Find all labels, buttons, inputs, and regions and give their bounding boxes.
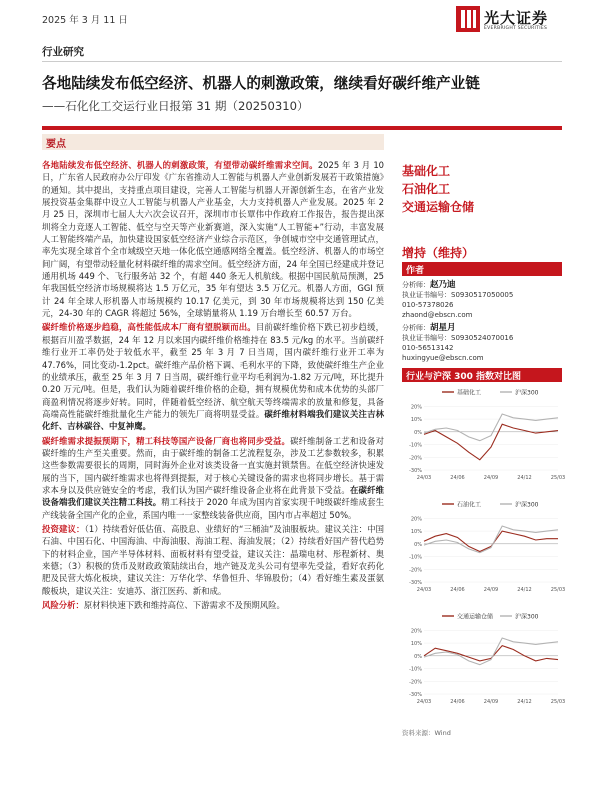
legend-label-0: 交通运输仓储 — [457, 613, 494, 621]
x-tick-label: 24/09 — [483, 699, 499, 705]
y-tick-label: -30% — [409, 468, 422, 474]
rating: 增持（维持） — [402, 246, 475, 260]
author-1-email: zhaond@ebscn.com — [402, 311, 473, 319]
y-tick-label: 10% — [410, 529, 422, 536]
paragraph-2-recommendation: 碳纤维材料端我们建议关注吉林化纤、吉林碳谷、中复神鹰。 — [42, 408, 385, 432]
y-tick-label: 0% — [414, 653, 422, 660]
y-tick-label: 20% — [410, 628, 422, 635]
paragraph-3-heading: 碳纤维需求提振预期下，精工科技等国产设备厂商也将同步受益。 — [42, 435, 291, 446]
paragraph-2-heading: 碳纤维价格逐步趋稳，高性能低成本厂商有望脱颖而出。 — [42, 322, 256, 333]
paragraph-3-recommendation: 在碳纤维设备端我们建议关注精工科技。 — [42, 484, 385, 508]
y-tick-label: 10% — [410, 417, 422, 424]
paragraph-2 — [42, 321, 384, 432]
chart-header — [402, 368, 562, 382]
legend-label-0: 石油化工 — [457, 501, 482, 509]
chart-title: 行业与沪深 300 指数对比图 — [406, 372, 522, 382]
y-tick-label: -20% — [409, 455, 422, 462]
chart-basic-chemicals — [402, 386, 566, 484]
x-tick-label: 24/03 — [416, 699, 432, 705]
risk-analysis-text: 原材料快速下跌和维持高位、下游需求不及预期风险。 — [83, 600, 285, 611]
industry-transportation: 交通运输仓储 — [402, 200, 475, 214]
x-tick-label: 24/06 — [450, 699, 465, 705]
brand-logo — [456, 6, 566, 36]
author-1-phone: 010-57378026 — [402, 301, 454, 309]
x-tick-label: 24/06 — [450, 475, 465, 481]
risk-analysis — [42, 599, 384, 611]
report-category: 行业研究 — [42, 46, 84, 58]
series-line-0 — [424, 424, 558, 460]
legend-label-0: 基础化工 — [457, 389, 482, 397]
paragraph-1 — [42, 159, 384, 319]
risk-analysis-heading: 风险分析： — [42, 600, 84, 611]
key-points-label: 要点 — [46, 139, 66, 150]
chart-source: 资料来源：Wind — [402, 729, 451, 737]
y-tick-label: -10% — [409, 666, 422, 673]
y-tick-label: 20% — [410, 404, 422, 411]
author-1-name: 赵乃迪 — [430, 280, 456, 290]
author-1 — [402, 280, 513, 320]
y-tick-label: -10% — [409, 554, 422, 561]
key-points-bar — [42, 134, 384, 150]
y-tick-label: 0% — [414, 429, 422, 436]
legend-label-1: 沪深300 — [515, 389, 539, 397]
x-tick-label: 24/12 — [517, 699, 532, 705]
x-tick-label: 24/12 — [517, 475, 532, 481]
series-line-0 — [424, 531, 558, 551]
x-tick-label: 24/03 — [416, 475, 432, 481]
x-tick-label: 24/09 — [483, 587, 499, 593]
author-2-role: 分析师： — [402, 324, 430, 332]
main-content — [42, 159, 384, 613]
y-tick-label: -20% — [409, 679, 422, 686]
series-line-1 — [424, 414, 558, 441]
x-tick-label: 25/03 — [550, 699, 566, 705]
author-2-name: 胡星月 — [430, 323, 456, 333]
report-title: 各地陆续发布低空经济、机器人的刺激政策，继续看好碳纤维产业链 — [42, 75, 480, 92]
header-divider — [42, 61, 562, 62]
x-tick-label: 24/03 — [416, 587, 432, 593]
report-subtitle: ——石化化工交运行业日报第 31 期（20250310） — [42, 99, 309, 113]
investment-advice — [42, 523, 384, 597]
x-tick-label: 24/09 — [483, 475, 499, 481]
x-tick-label: 24/06 — [450, 587, 465, 593]
paragraph-1-text: 2025 年 3 月 10 日，广东省人民政府办公厅印发《广东省推动人工智能与机器人产业创新发展若干政策措施》的通知。其中提出，支持重点项目建设，完善人工智能与机器人开源创新生态，在省产业发展投资基金集群中设立人工智能与机器人产业基金，大力支持机器人产业发展。2025 年 2 月 25 日，深圳市七届人大六次会议召开，深圳市市长覃伟中作政府工作报告，报告提出深圳将全力竞逐人工智能、低空与空天等产业新赛道，深入实施“人工智能+”行动，丰富发展人工智能终端产品，加快建设国家低空经济产业综合示范区，争创城市空中交通管理试点，率先实现全球首个全市域级空天地一体化低空通感网络全覆盖。低空经济、机器人的市场空间广阔，有望带动轻量化材料碳纤维的需求空间。低空经济方面，24 年全国已经建成并登记通用机场 449 个、飞行服务站 32 个，有超 440 条无人机航线。根据中国民航局预测，25 年我国低空经济市场规模将达 1.5 万亿元，35 年有望达 3.5 万亿元。机器人方面，GGI 预计 24 年全球人形机器人市场规模约 10.17 亿美元，到 30 年市场规模将达到 150 亿美元，24-30 年的 CAGR 将超过 56%，全球销量将从 1.19 万台增长至 60.57 万台。 — [42, 160, 384, 319]
author-2-cert: 执业证书编号：S0930524070016 — [402, 334, 514, 342]
industry-basic-chemicals: 基础化工 — [402, 164, 451, 178]
paragraph-3-text: 碳纤维制备工艺和设备对碳纤维的生产至关重要。然而，由于碳纤维的制备工艺流程复杂，涉及工艺参数较多，积累这些参数需要很长的周期，同时海外企业对该类设备一直实施封锁禁售。在低空经济快速发展的当下，国内碳纤维需求也将得到提振，对于核心关键设备的需求也将同步增长。基于需求本身以及供应链安全的考虑，我们认为国产碳纤维设备企业将在此背景下受益。 — [42, 435, 384, 495]
authors-label: 作者 — [406, 266, 425, 276]
author-2 — [402, 323, 513, 363]
authors-header — [402, 262, 562, 276]
author-1-role: 分析师： — [402, 281, 430, 289]
report-date: 2025 年 3 月 11 日 — [42, 15, 128, 26]
title-divider — [42, 126, 562, 130]
paragraph-2-text: 目前碳纤维价格下跌已初步趋缓，根据百川盈孚数据，24 年 12 月以来国内碳纤维价格维持在 83.5 元/kg 的水平。当前碳纤维行业开工率仍处于较低水平，截至 25 年 3 月 7 日当周，国内碳纤维行业开工率为 47.76%，同比变动-1.2pct。碳纤维产品价格下调、毛利水平的下降，致使碳纤维生产企业的业绩承压，截至 25 年 3 月 7 日当周，碳纤维行业平均毛利润为-1.82 万元/吨，环比提升 0.20 万元/吨。但是，我们认为随着碳纤维价格的企稳，拥有规模优势和成本优势的头部厂商盈利情况将逐步好转。同时，伴随着低空经济、航空航天等终端需求的放量和修复，具备高端高性能碳纤维批量化生产能力的领先厂商将明显受益。 — [42, 322, 385, 419]
y-tick-label: -20% — [409, 567, 422, 574]
y-tick-label: 20% — [410, 516, 422, 523]
x-tick-label: 25/03 — [550, 587, 566, 593]
investment-advice-heading: 投资建议： — [42, 523, 85, 534]
paragraph-1-heading: 各地陆续发布低空经济、机器人的刺激政策，有望带动碳纤维需求空间。 — [42, 160, 318, 170]
legend-label-1: 沪深300 — [515, 613, 539, 621]
author-1-cert: 执业证书编号：S0930517050005 — [402, 291, 514, 299]
industry-petrochemicals: 石油化工 — [402, 182, 451, 196]
investment-advice-text: （1）持续看好低估值、高股息、业绩好的“三桶油”及油服板块。建议关注：中国石油、中国石化、中国海油、中海油服、海油工程、海油发展；（2）持续看好国产替代趋势下的材料企业，国产半导体材料、面板材料有望受益，建议关注：晶瑞电材、彤程新材、奥来德；（3）积极的货币及财政政策陆续出台，地产链及龙头公司有望率先受益，看好农药化肥及民营大炼化板块，建议关注：万华化学、华鲁恒升、华锦股份；（4）看好维生素及蛋氨酸板块，建议关注：安迪苏、浙江医药、新和成。 — [42, 523, 385, 596]
y-tick-label: 0% — [414, 541, 422, 548]
legend-label-1: 沪深300 — [515, 501, 539, 509]
brand-name-en: EVERBRIGHT SECURITIES — [484, 26, 548, 31]
author-2-email: huxingyue@ebscn.com — [402, 354, 484, 362]
brand-logo-icon — [456, 6, 480, 32]
y-tick-label: -30% — [409, 580, 422, 586]
y-tick-label: -10% — [409, 442, 422, 449]
brand-name: 光大证券 — [484, 9, 549, 27]
paragraph-3-tail: 精工科技于 2020 年成为国内首家实现千吨级碳纤维成套生产线装备全国产化的企业，系国内唯一一家整线装备供应商，国内市占率超过 50%。 — [42, 497, 385, 520]
y-tick-label: 10% — [410, 641, 422, 648]
x-tick-label: 24/12 — [517, 587, 532, 593]
chart-petrochemicals — [402, 498, 566, 596]
y-tick-label: -30% — [409, 692, 422, 698]
chart-transportation — [402, 610, 566, 708]
paragraph-3 — [42, 435, 384, 521]
author-2-phone: 010-56513142 — [402, 344, 454, 352]
x-tick-label: 25/03 — [550, 475, 566, 481]
